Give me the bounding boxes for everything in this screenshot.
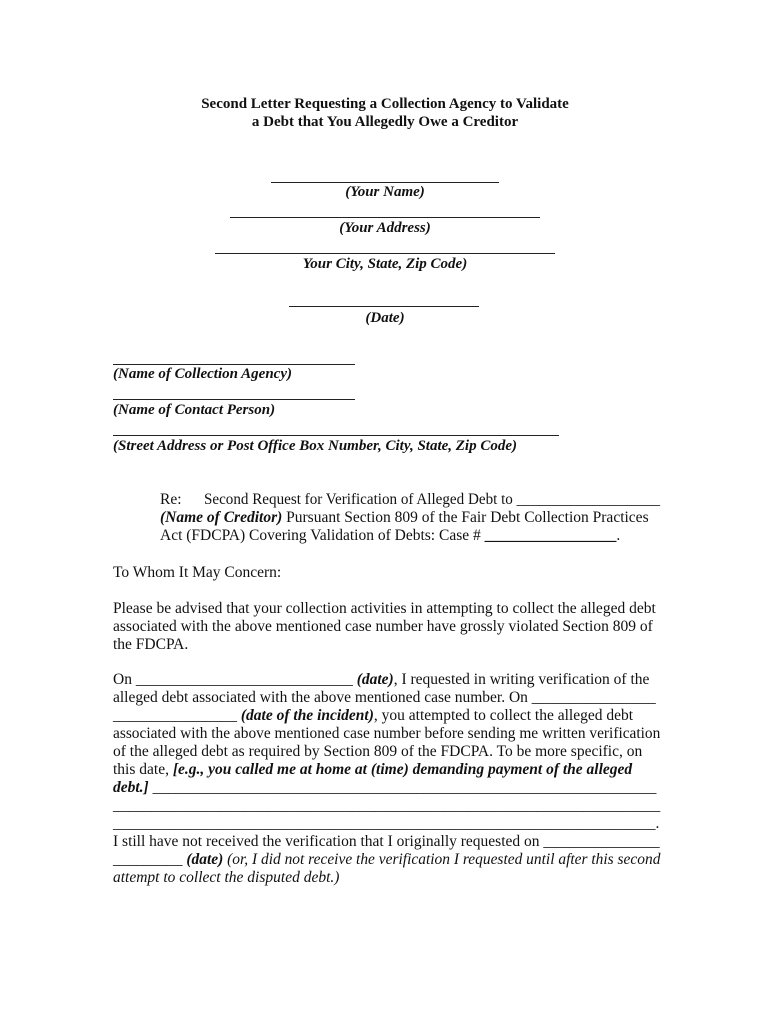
street-address-line[interactable] (113, 435, 559, 436)
agency-name-label: (Name of Collection Agency) (113, 366, 292, 382)
contact-person-label: (Name of Contact Person) (113, 402, 276, 418)
para2-line-3: ________________ (date of the incident), you attempted to collect the alleged debt (113, 707, 634, 724)
your-name-line[interactable] (271, 182, 499, 183)
re-line-3: Act (FDCPA) Covering Validation of Debts: Case # _________________. (160, 527, 621, 544)
salutation: To Whom It May Concern: (113, 564, 282, 581)
para1-line-1: Please be advised that your collection activities in attempting to collect the alleged debt (113, 600, 656, 617)
para3-line-1: I still have not received the verification that I originally requested on _______________ (113, 833, 660, 850)
re-prefix: Re: (160, 491, 182, 508)
para2-line-1: On ____________________________ (date), I requested in writing verification of the (113, 671, 650, 688)
your-address-label: (Your Address) (339, 220, 431, 236)
document-title-line-2: a Debt that You Allegedly Owe a Creditor (251, 114, 519, 130)
contact-person-line[interactable] (113, 399, 355, 400)
creditor-label: (Name of Creditor) (160, 509, 283, 526)
street-address-label: (Street Address or Post Office Box Number, City, State, Zip Code) (113, 438, 518, 454)
para2-line-4: associated with the above mentioned case number before sending me written verification (113, 725, 661, 742)
date-label: (Date) (365, 310, 405, 326)
agency-name-line[interactable] (113, 364, 355, 365)
para2-line-5: of the alleged debt as required by Section 809 of the FDCPA. To be more specific, on (113, 743, 643, 760)
para2-line-9: ______________________________________________________________________. (113, 815, 660, 832)
city-state-zip-label: Your City, State, Zip Code) (302, 256, 468, 272)
re-line-2: (Name of Creditor) Pursuant Section 809 of the Fair Debt Collection Practices (160, 509, 649, 526)
re-line-1: Second Request for Verification of Alleged Debt to ___________________ (204, 491, 661, 508)
city-state-zip-line[interactable] (215, 253, 555, 254)
your-address-line[interactable] (230, 217, 540, 218)
para2-line-7: debt.] _________________________________________________________________ (113, 779, 657, 796)
para3-line-2: _________ (date) (or, I did not receive the verification I requested until after this second (113, 851, 661, 868)
date-line[interactable] (289, 306, 479, 307)
para3-line-3: attempt to collect the disputed debt.) (113, 869, 340, 886)
para2-line-8: _______________________________________________________________________ (113, 797, 661, 814)
your-name-label: (Your Name) (345, 184, 425, 200)
document-title-line-1: Second Letter Requesting a Collection Agency to Validate (201, 96, 569, 112)
case-number-field[interactable]: _________________ (484, 527, 617, 544)
para2-line-6: this date, [e.g., you called me at home at (time) demanding payment of the alleged (113, 761, 633, 778)
para2-line-2: alleged debt associated with the above mentioned case number. On ________________ (113, 689, 656, 706)
para1-line-3: the FDCPA. (113, 636, 189, 653)
para1-line-2: associated with the above mentioned case number have grossly violated Section 809 of (113, 618, 653, 635)
